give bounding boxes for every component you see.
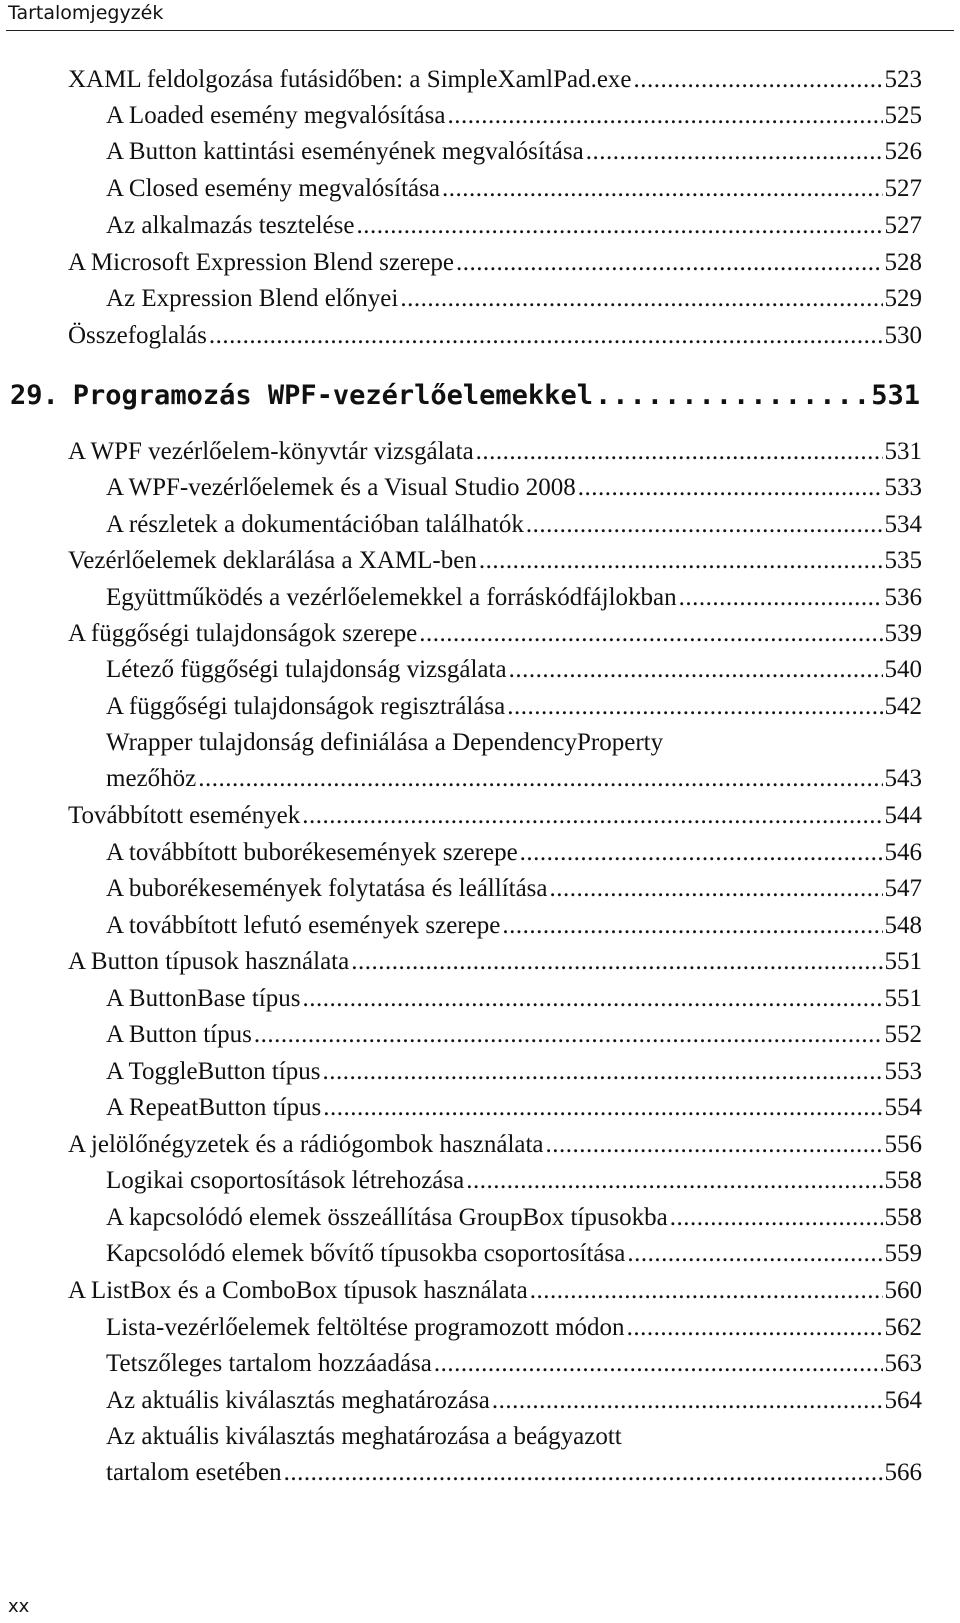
toc-entry-title: A ToggleButton típus bbox=[106, 1058, 321, 1085]
toc-entry[interactable] bbox=[0, 580, 960, 616]
toc-entry[interactable] bbox=[0, 1310, 960, 1346]
toc-entry-page: 547 bbox=[884, 875, 922, 902]
toc-entry-page: 533 bbox=[884, 474, 922, 501]
toc-entry-title: Tetszőleges tartalom hozzáadása bbox=[106, 1350, 432, 1377]
dot-leader bbox=[520, 835, 883, 871]
toc-entry[interactable] bbox=[0, 171, 960, 207]
dot-leader bbox=[546, 1127, 883, 1163]
toc-entry[interactable] bbox=[0, 543, 960, 579]
toc-entry[interactable] bbox=[0, 1127, 960, 1163]
toc-entry[interactable] bbox=[0, 1346, 960, 1382]
toc-entry-page: 559 bbox=[884, 1240, 922, 1267]
dot-leader bbox=[679, 580, 883, 616]
toc-entry-title: A RepeatButton típus bbox=[106, 1094, 322, 1121]
dot-leader bbox=[526, 507, 883, 543]
toc-entry-page: 564 bbox=[884, 1387, 922, 1414]
dot-leader bbox=[627, 1310, 883, 1346]
toc-entry-title: A részletek a dokumentációban találhatók bbox=[106, 511, 524, 538]
toc-entry-title: A továbbított lefutó események szerepe bbox=[106, 912, 501, 939]
toc-entry-title: A jelölőnégyzetek és a rádiógombok használata bbox=[68, 1131, 544, 1158]
dot-leader bbox=[507, 689, 882, 725]
toc-entry[interactable] bbox=[0, 208, 960, 244]
toc-entry-title: Az aktuális kiválasztás meghatározása bbox=[106, 1387, 490, 1414]
toc-entry[interactable] bbox=[0, 1017, 960, 1053]
toc-entry-page: 536 bbox=[884, 584, 922, 611]
toc-entry-title-line1: Az aktuális kiválasztás meghatározása a beágyazott bbox=[106, 1423, 622, 1450]
dot-leader bbox=[351, 944, 882, 980]
toc-entry[interactable] bbox=[0, 134, 960, 170]
toc-entry[interactable] bbox=[0, 689, 960, 725]
toc-entry-page: 560 bbox=[884, 1277, 922, 1304]
toc-entry[interactable] bbox=[0, 616, 960, 652]
toc-entry-page: 528 bbox=[884, 249, 922, 276]
toc-entry-page: 556 bbox=[884, 1131, 922, 1158]
toc-entry-title: Lista-vezérlőelemek feltöltése programozott módon bbox=[106, 1314, 625, 1341]
toc-entry-page: 540 bbox=[884, 656, 922, 683]
toc-entry[interactable] bbox=[0, 835, 960, 871]
toc-entry-page: 546 bbox=[884, 839, 922, 866]
toc-entry[interactable] bbox=[0, 245, 960, 281]
dot-leader bbox=[198, 761, 882, 797]
toc-entry-title: A Button típusok használata bbox=[68, 948, 350, 975]
toc-entry[interactable] bbox=[0, 1090, 960, 1126]
toc-entry-page: 531 bbox=[884, 438, 922, 465]
toc-entry[interactable] bbox=[0, 981, 960, 1017]
toc-entry-page: 558 bbox=[884, 1167, 922, 1194]
toc-entry[interactable] bbox=[0, 908, 960, 944]
toc-entry-title: mezőhöz bbox=[106, 765, 197, 792]
toc-entry-page: 551 bbox=[884, 948, 922, 975]
dot-leader bbox=[502, 908, 882, 944]
toc-entry-title: Együttműködés a vezérlőelemekkel a forráskódfájlokban bbox=[106, 584, 677, 611]
toc-entry-title: XAML feldolgozása futásidőben: a SimpleXamlPad.exe bbox=[68, 66, 632, 93]
dot-leader bbox=[476, 434, 883, 470]
toc-entry[interactable] bbox=[0, 725, 960, 797]
toc-entry[interactable] bbox=[0, 871, 960, 907]
dot-leader bbox=[670, 1200, 883, 1236]
toc-entry-title: A Loaded esemény megvalósítása bbox=[106, 102, 446, 129]
toc-entry-title: tartalom esetében bbox=[106, 1459, 282, 1486]
chapter-page: 531 bbox=[871, 380, 920, 411]
chapter-number: 29. bbox=[10, 380, 59, 411]
dot-leader bbox=[209, 318, 883, 354]
toc-entry-title: A WPF vezérlőelem-könyvtár vizsgálata bbox=[68, 438, 474, 465]
dot-leader bbox=[322, 1054, 882, 1090]
toc-entry[interactable] bbox=[0, 1383, 960, 1419]
toc-entry[interactable] bbox=[0, 281, 960, 317]
toc-chapter-entry[interactable] bbox=[0, 376, 960, 416]
dot-leader bbox=[550, 871, 883, 907]
toc-entry[interactable] bbox=[0, 1419, 960, 1491]
toc-entry-page: 554 bbox=[884, 1094, 922, 1121]
toc-entry[interactable] bbox=[0, 434, 960, 470]
dot-leader bbox=[466, 1163, 882, 1199]
toc-entry-title: A függőségi tulajdonságok regisztrálása bbox=[106, 693, 506, 720]
dot-leader bbox=[284, 1455, 883, 1491]
toc-entry[interactable] bbox=[0, 1054, 960, 1090]
toc-entry-page: 563 bbox=[884, 1350, 922, 1377]
toc-entry-page: 527 bbox=[884, 175, 922, 202]
toc-entry-title: A Closed esemény megvalósítása bbox=[106, 175, 440, 202]
toc-entry[interactable] bbox=[0, 944, 960, 980]
toc-entry-title: Továbbított események bbox=[68, 802, 301, 829]
running-head: Tartalomjegyzék bbox=[8, 2, 164, 24]
page-folio: xx bbox=[8, 1596, 30, 1617]
toc-entry-page: 551 bbox=[884, 985, 922, 1012]
toc-entry-page: 529 bbox=[884, 285, 922, 312]
dot-leader bbox=[586, 134, 883, 170]
toc-entry[interactable] bbox=[0, 470, 960, 506]
toc-entry-title: A buborékesemények folytatása és leállítása bbox=[106, 875, 548, 902]
toc-entry-page: 534 bbox=[884, 511, 922, 538]
toc-entry-page: 523 bbox=[884, 66, 922, 93]
toc-entry-title: A függőségi tulajdonságok szerepe bbox=[68, 620, 418, 647]
header-rule bbox=[6, 30, 954, 31]
toc-entry-title: Összefoglalás bbox=[68, 322, 207, 349]
toc-entry-page: 525 bbox=[884, 102, 922, 129]
toc-entry-page: 530 bbox=[884, 322, 922, 349]
dot-leader bbox=[578, 470, 883, 506]
toc-entry-page: 548 bbox=[884, 912, 922, 939]
toc-entry-page: 566 bbox=[884, 1459, 922, 1486]
dot-leader bbox=[400, 281, 882, 317]
dot-leader bbox=[492, 1383, 883, 1419]
toc-entry-page: 544 bbox=[884, 802, 922, 829]
dot-leader bbox=[302, 798, 882, 834]
dot-leader bbox=[442, 171, 883, 207]
toc-entry[interactable] bbox=[0, 62, 960, 98]
toc-entry-title-line1: Wrapper tulajdonság definiálása a DependencyProperty bbox=[106, 729, 664, 756]
toc-entry-title: A kapcsolódó elemek összeállítása GroupBox típusokba bbox=[106, 1204, 668, 1231]
toc-entry-title: A Button típus bbox=[106, 1021, 252, 1048]
toc-entry-page: 562 bbox=[884, 1314, 922, 1341]
toc-entry-title: A Microsoft Expression Blend szerepe bbox=[68, 249, 455, 276]
dot-leader bbox=[634, 62, 883, 98]
toc-entry[interactable] bbox=[0, 1163, 960, 1199]
toc-entry[interactable] bbox=[0, 1200, 960, 1236]
toc-entry-page: 535 bbox=[884, 547, 922, 574]
toc-entry-title: Kapcsolódó elemek bővítő típusokba csoportosítása bbox=[106, 1240, 626, 1267]
dot-leader bbox=[302, 981, 882, 1017]
toc-entry-title: A WPF-vezérlőelemek és a Visual Studio 2008 bbox=[106, 474, 576, 501]
dot-leader bbox=[419, 616, 882, 652]
toc-entry[interactable] bbox=[0, 798, 960, 834]
dot-leader bbox=[530, 1273, 883, 1309]
toc-entry-page: 553 bbox=[884, 1058, 922, 1085]
dot-leader bbox=[323, 1090, 882, 1126]
dot-leader bbox=[479, 543, 883, 579]
dot-leader bbox=[254, 1017, 883, 1053]
toc-entry-title: Az Expression Blend előnyei bbox=[106, 285, 399, 312]
dot-leader bbox=[356, 208, 882, 244]
toc-entry[interactable] bbox=[0, 507, 960, 543]
toc-entry-page: 558 bbox=[884, 1204, 922, 1231]
toc-entry-title: Logikai csoportosítások létrehozása bbox=[106, 1167, 465, 1194]
dot-leader bbox=[509, 652, 883, 688]
dot-leader bbox=[447, 98, 882, 134]
toc-entry[interactable] bbox=[0, 652, 960, 688]
toc-entry-title: A ListBox és a ComboBox típusok használata bbox=[68, 1277, 528, 1304]
toc-entry[interactable] bbox=[0, 98, 960, 134]
toc-entry-page: 542 bbox=[884, 693, 922, 720]
chapter-title: Programozás WPF-vezérlőelemekkel bbox=[72, 380, 593, 411]
toc-entry-page: 526 bbox=[884, 138, 922, 165]
toc-entry-page: 527 bbox=[884, 212, 922, 239]
dot-leader bbox=[434, 1346, 883, 1382]
toc-entry-title: Az alkalmazás tesztelése bbox=[106, 212, 355, 239]
toc-entry-page: 539 bbox=[884, 620, 922, 647]
dot-leader bbox=[595, 376, 869, 416]
toc-entry[interactable] bbox=[0, 318, 960, 354]
dot-leader bbox=[627, 1236, 882, 1272]
toc-entry-title: Vezérlőelemek deklarálása a XAML-ben bbox=[68, 547, 477, 574]
toc-entry-title: A ButtonBase típus bbox=[106, 985, 301, 1012]
toc-entry-title: Létező függőségi tulajdonság vizsgálata bbox=[106, 656, 507, 683]
toc-entry[interactable] bbox=[0, 1273, 960, 1309]
dot-leader bbox=[456, 245, 882, 281]
toc-entry-title: A Button kattintási eseményének megvalósítása bbox=[106, 138, 584, 165]
toc-entry-page: 543 bbox=[884, 765, 922, 792]
toc-entry-page: 552 bbox=[884, 1021, 922, 1048]
toc-entry-title: A továbbított buborékesemények szerepe bbox=[106, 839, 518, 866]
toc-entry[interactable] bbox=[0, 1236, 960, 1272]
